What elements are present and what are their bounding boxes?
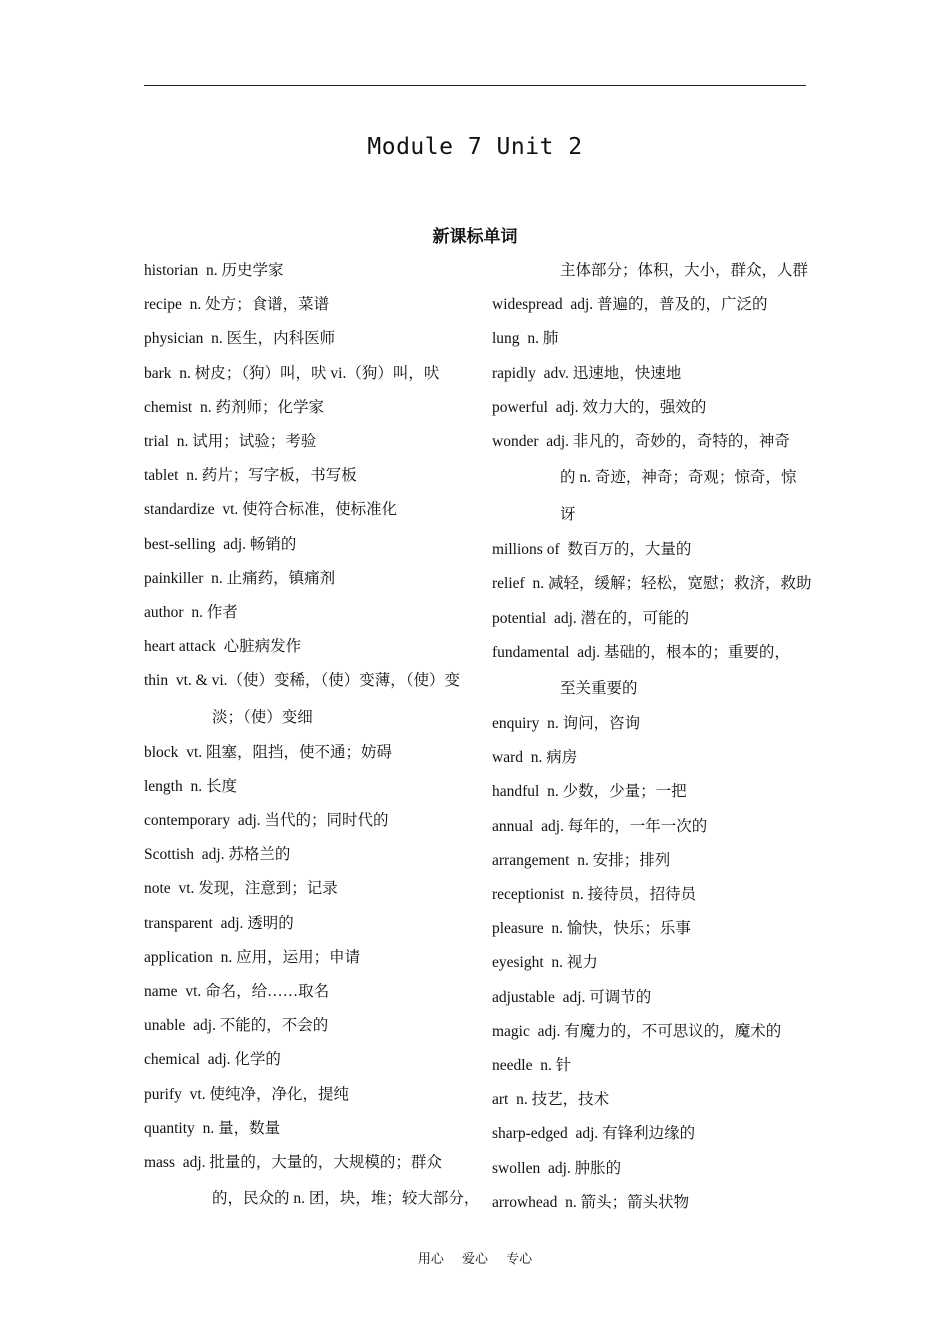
vocab-definition: n. 作者: [191, 604, 238, 622]
vocab-word: trial: [144, 433, 169, 451]
vocab-word: physician: [144, 330, 204, 348]
vocab-definition: n. 应用，运用；申请: [220, 948, 361, 966]
vocab-word: needle: [492, 1057, 533, 1075]
vocab-definition: adj. 有锋利边缘的: [575, 1125, 696, 1143]
vocab-definition: adj. 批量的，大量的，大规模的；群众: [182, 1154, 442, 1172]
vocab-definition: adj. 当代的；同时代的: [237, 812, 389, 830]
vocab-definition: n. 试用；试验；考验: [176, 433, 317, 451]
vocab-definition: 心脏病发作: [223, 638, 302, 656]
vocab-definition: vt. 使符合标准，使标准化: [222, 501, 398, 519]
vocab-entry: [492, 741, 810, 775]
vocab-definition: n. 箭头；箭头状物: [565, 1193, 690, 1211]
vocab-definition: adj. 潜在的，可能的: [554, 609, 690, 627]
vocab-word: chemist: [144, 398, 193, 416]
vocab-word: author: [144, 604, 184, 622]
vocab-definition: n. 医生，内科医师: [211, 330, 336, 348]
vocab-definition: n. 处方；食谱，菜谱: [189, 296, 330, 314]
vocab-definition: vt. 发现，注意到；记录: [178, 880, 338, 898]
vocab-definition: n. 病房: [530, 749, 578, 767]
vocab-entry: [144, 1146, 480, 1217]
vocab-definition: vt. & vi.（使）变稀，（使）变薄，（使）变: [175, 672, 461, 690]
vocab-definition: adj. 有魔力的，不可思议的，魔术的: [537, 1022, 782, 1040]
vocab-definition: adj. 可调节的: [562, 988, 652, 1006]
vocab-word: block: [144, 743, 179, 761]
vocab-word: annual: [492, 817, 534, 835]
vocab-entry: [144, 1043, 464, 1077]
vocab-definition: n. 肺: [527, 330, 559, 348]
vocab-word: eyesight: [492, 954, 544, 972]
vocab-word: best-selling: [144, 535, 216, 553]
vocab-definition-continued: 的 n. 奇迹，神奇；奇观；惊奇，惊: [560, 469, 797, 487]
vocab-entry: [144, 562, 464, 596]
vocab-entry: [144, 425, 464, 459]
vocab-definition: adj. 畅销的: [223, 535, 297, 553]
vocab-word: Scottish: [144, 846, 194, 864]
vocab-entry: [144, 664, 464, 735]
vocab-word: quantity: [144, 1119, 195, 1137]
vocab-definition: adj. 基础的，根本的；重要的，: [577, 643, 790, 661]
vocab-word: adjustable: [492, 988, 555, 1006]
vocab-entry: [144, 1009, 464, 1043]
vocab-entry: [144, 1112, 464, 1146]
vocab-entry: [492, 775, 810, 809]
vocab-entry: [492, 1186, 810, 1220]
vocab-definition: n. 愉快，快乐；乐事: [551, 920, 691, 938]
vocab-entry: [144, 357, 464, 391]
vocab-word: ward: [492, 749, 523, 767]
vocab-entry: [492, 878, 810, 912]
vocab-entry: [492, 322, 810, 356]
vocab-definition: adj. 每年的，一年一次的: [541, 817, 708, 835]
vocab-word: length: [144, 777, 183, 795]
vocab-entry: [144, 254, 464, 288]
vocab-word: mass: [144, 1154, 175, 1172]
vocab-definition: n. 视力: [551, 954, 598, 972]
vocab-definition: adj. 肿胀的: [547, 1159, 622, 1177]
vocab-entry: [492, 533, 810, 567]
vocab-word: recipe: [144, 296, 182, 314]
vocab-word: arrangement: [492, 851, 570, 869]
vocab-definition: adj. 普遍的，普及的，广泛的: [570, 296, 768, 314]
vocab-word: contemporary: [144, 812, 231, 830]
vocab-entry: [144, 493, 464, 527]
vocab-definition: n. 历史学家: [206, 262, 284, 279]
vocab-word: purify: [144, 1085, 182, 1103]
vocab-entry: [492, 1049, 810, 1083]
vocab-definition: n. 安排；排列: [577, 851, 671, 869]
header-rule: [144, 85, 806, 86]
vocab-definition: adj. 不能的，不会的: [193, 1017, 329, 1035]
vocab-entry: [144, 288, 464, 322]
page-title: Module 7 Unit 2: [367, 134, 583, 160]
vocab-entry: [144, 804, 464, 838]
vocab-definition: n. 技艺，技术: [516, 1091, 610, 1109]
vocab-word: widespread: [492, 296, 563, 314]
vocab-word: arrowhead: [492, 1193, 558, 1211]
vocab-entry: [492, 1083, 810, 1117]
vocab-word: art: [492, 1091, 509, 1109]
vocab-word: relief: [492, 575, 525, 593]
vocab-definition: n. 询问，咨询: [547, 715, 641, 733]
vocab-entry: [144, 770, 464, 804]
vocab-word: heart attack: [144, 638, 216, 656]
vocab-word: chemical: [144, 1051, 200, 1069]
vocab-word: bark: [144, 364, 172, 382]
vocab-definition: n. 止痛药，镇痛剂: [211, 569, 336, 587]
vocab-word: sharp-edged: [492, 1125, 568, 1143]
vocab-definition: n. 长度: [190, 777, 238, 795]
vocab-word: wonder: [492, 433, 539, 451]
vocab-word: historian: [144, 262, 199, 279]
vocab-entry: [144, 322, 464, 356]
vocab-entry: [144, 459, 464, 493]
vocab-definition: adj. 苏格兰的: [201, 846, 291, 864]
vocab-word: millions of: [492, 541, 560, 559]
vocab-definition: adj. 透明的: [220, 914, 294, 932]
vocab-definition-continued: 至关重要的: [560, 680, 638, 698]
vocab-definition-continued: 淡；（使）变细: [212, 708, 313, 726]
vocab-word: lung: [492, 330, 520, 348]
section-heading: 新课标单词: [432, 227, 518, 247]
vocab-definition: 数百万的，大量的: [567, 541, 692, 559]
vocab-definition: adv. 迅速地，快速地: [543, 364, 682, 382]
vocab-entry: [144, 838, 464, 872]
vocab-entry: [492, 602, 810, 636]
vocab-entry: [492, 946, 810, 980]
vocab-word: powerful: [492, 398, 548, 416]
vocab-entry: [492, 1117, 810, 1151]
vocab-entry: [492, 707, 810, 741]
vocab-word: enquiry: [492, 715, 540, 733]
right-vocab-column: [492, 254, 810, 1220]
vocab-definition: adj. 非凡的，奇妙的，奇特的，神奇: [546, 433, 790, 451]
continued-definition: 主体部分；体积，大小，群众，人群: [560, 262, 809, 279]
vocab-entry: [144, 1078, 464, 1112]
vocab-word: fundamental: [492, 643, 570, 661]
vocab-entry: [492, 357, 810, 391]
vocab-entry: [144, 596, 464, 630]
vocab-word: swollen: [492, 1159, 541, 1177]
vocab-word: tablet: [144, 467, 179, 485]
vocab-definition: vt. 使纯净，净化，提纯: [189, 1085, 349, 1103]
vocab-definition: adj. 化学的: [207, 1051, 281, 1069]
vocab-entry: [492, 1015, 810, 1049]
vocab-word: receptionist: [492, 886, 565, 904]
vocab-entry: [492, 391, 810, 425]
vocab-definition: adj. 效力大的，强效的: [555, 398, 707, 416]
vocab-definition-continued: 的，民众的 n. 团，块，堆；较大部分，: [212, 1190, 480, 1208]
vocab-word: transparent: [144, 914, 213, 932]
vocab-word: application: [144, 948, 213, 966]
vocab-entry: [492, 844, 810, 878]
vocab-entry: [144, 630, 464, 664]
vocab-entry: [144, 907, 464, 941]
vocab-entry: [492, 425, 810, 533]
vocab-word: name: [144, 983, 178, 1001]
vocab-word: pleasure: [492, 920, 544, 938]
vocab-entry: [144, 872, 464, 906]
vocab-word: magic: [492, 1022, 530, 1040]
vocab-definition-continued: 讶: [560, 506, 576, 524]
vocab-definition: n. 针: [540, 1057, 572, 1075]
vocab-definition: n. 少数，少量；一把: [547, 783, 687, 801]
vocab-definition: n. 树皮；（狗）叫，吠 vi.（狗）叫，吠: [179, 364, 440, 382]
vocab-word: potential: [492, 609, 547, 627]
vocab-entry: [144, 391, 464, 425]
vocab-word: standardize: [144, 501, 215, 519]
vocab-entry: [144, 975, 464, 1009]
vocab-word: thin: [144, 672, 169, 690]
vocab-entry: [492, 288, 810, 322]
vocab-entry: [492, 567, 810, 601]
vocab-definition: n. 接待员，招待员: [572, 886, 697, 904]
vocab-word: painkiller: [144, 569, 204, 587]
vocab-entry: [144, 528, 464, 562]
vocab-entry: [492, 636, 810, 707]
vocab-definition: vt. 命名，给……取名: [185, 983, 330, 1001]
vocab-entry: [492, 981, 810, 1015]
vocab-word: handful: [492, 783, 540, 801]
vocab-entry: [492, 1152, 810, 1186]
vocab-definition: n. 量，数量: [202, 1119, 281, 1137]
vocab-word: note: [144, 880, 171, 898]
vocab-definition: n. 药剂师；化学家: [199, 398, 324, 416]
vocab-word: unable: [144, 1017, 186, 1035]
vocab-definition: n. 减轻，缓解；轻松，宽慰；救济，救助: [532, 575, 812, 593]
vocab-entry: [144, 736, 464, 770]
page-footer: 用心 爱心 专心: [417, 1252, 533, 1267]
vocab-definition: n. 药片；写字板，书写板: [186, 467, 357, 485]
vocab-definition: vt. 阻塞，阻挡，使不通；妨碍: [186, 743, 392, 761]
vocab-entry: [144, 941, 464, 975]
left-vocab-column: [144, 254, 480, 1217]
vocab-word: rapidly: [492, 364, 536, 382]
vocab-entry: [492, 810, 810, 844]
vocab-entry: [492, 912, 810, 946]
